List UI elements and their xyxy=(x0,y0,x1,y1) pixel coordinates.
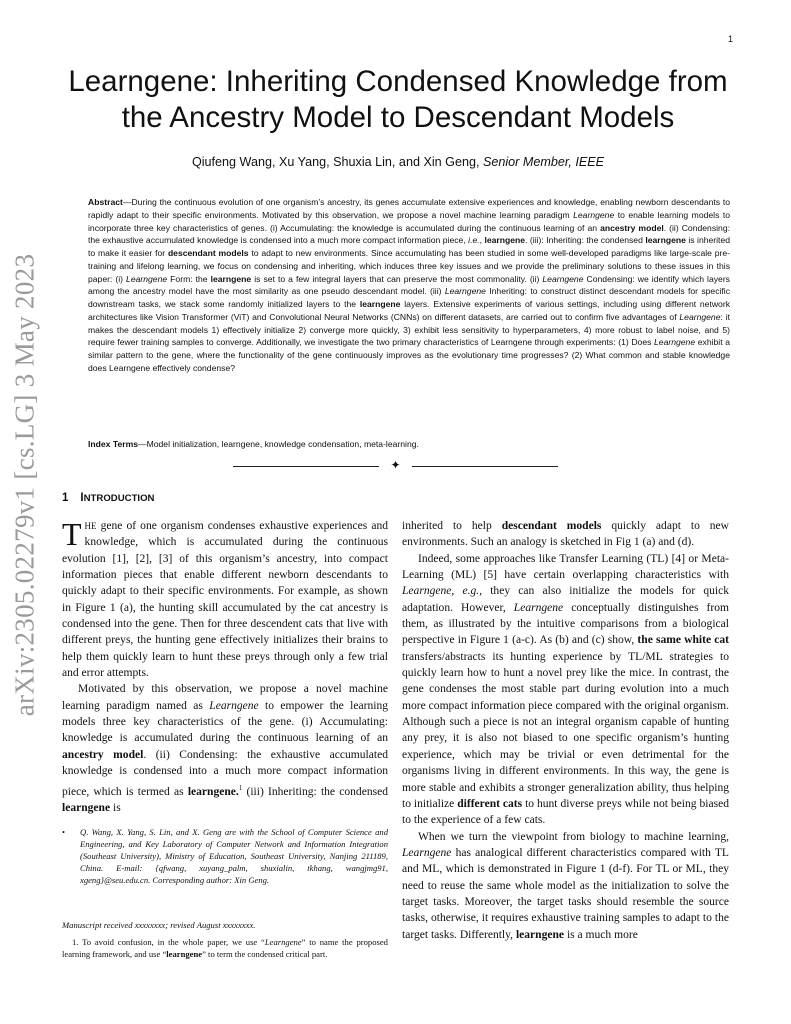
paragraph-text: to empower the learning models three key characteristics of the gene. (i) Accumulating: knowledge is accumulated during the continuous learning of an xyxy=(62,699,388,745)
arxiv-id: arXiv:2305.02279v1 [cs.LG] 3 May 2023 xyxy=(9,253,40,717)
paragraph-term: the same white cat xyxy=(637,634,729,647)
paragraph-term: learngene xyxy=(62,801,111,814)
abstract xyxy=(88,196,730,375)
paragraph-text: When we turn the viewpoint from biology to machine learning, xyxy=(418,830,729,843)
author-affiliation xyxy=(62,827,388,887)
footnote-marker[interactable]: 1 xyxy=(238,783,243,792)
paragraph-term: Learngene xyxy=(402,846,452,859)
abstract-text: Condensing: we identify which layers among the ancestry model have the most similarity as one pseudo descendant model. (iii) xyxy=(88,273,730,297)
paper-title: Learngene: Inheriting Condensed Knowledge from the Ancestry Model to Descendant Models xyxy=(68,65,728,134)
footnote-text: ” to term the condensed critical part. xyxy=(202,948,328,959)
paragraph-term: Learngene, e.g., xyxy=(402,585,483,598)
paragraph-text: has analogical different characteristics compared with TL and ML, which is demonstrated in Figure 1 (d-f). For TL or ML, they need to reuse the same whole model as the initialization to solve the target tasks. Moreover, the target tasks should resemble the source tasks, otherwise, it requires exhaustive training samples to adapt to the target tasks. Differently, xyxy=(402,846,729,941)
paragraph-text: conceptually distinguishes from them, as illustrated by the intuitive comparisons from a biological perspective in Figure 1 (a-c). As (b) and (c) show, xyxy=(402,601,729,647)
abstract-term: Learngene xyxy=(573,209,615,220)
paragraph xyxy=(402,551,729,829)
abstract-text: to adapt to new environments. Since accumulating has been studied in some well-developed paradigms like large-scale pre-training and lifelong learning, we focus on condensing and inheriting, which induces three key issues and we provide the preliminary solutions to these issues in this paper: (i) xyxy=(88,248,731,284)
abstract-text: is inherited to make it easier for xyxy=(88,235,730,258)
abstract-label: Abstract xyxy=(88,197,123,207)
abstract-text: Form: the xyxy=(167,273,211,284)
index-terms xyxy=(88,439,730,449)
abstract-text: to enable learning models to incorporate three key characteristics of genes. (i) Accumulating: the knowledge is accumulated during the continuous learning of an xyxy=(88,209,731,233)
paragraph-term: learngene. xyxy=(187,785,239,798)
abstract-text: layers. Extensive experiments of various settings, including using different network architectures like Vision Transformer (ViT) and Convolutional Neural Networks (CNNs) on different datasets, are carried out to confirm five advantages of xyxy=(88,299,730,322)
abstract-text: is set to a few integral layers that can preserve the most commonality. (ii) xyxy=(251,273,543,284)
footnote xyxy=(62,937,388,961)
footnote-text: To avoid confusion, in the whole paper, we use “ xyxy=(78,937,265,947)
paragraph xyxy=(402,829,729,943)
abstract-text: . (ii) Condensing: the exhaustive accumulated knowledge is condensed into a much more compact information piece, xyxy=(88,222,730,246)
right-column xyxy=(402,518,729,943)
manuscript-note: Manuscript received xxxxxxxx; revised August xxxxxxxx. xyxy=(62,920,256,930)
paragraph-text: is a much more xyxy=(564,928,638,941)
abstract-text: . (iii): Inheriting: the condensed xyxy=(525,235,646,246)
paragraph-term: Learngene xyxy=(513,601,564,614)
abstract-term: i.e. xyxy=(468,235,480,246)
paragraph-text: they can also initialize the models for quick adaptation. However, xyxy=(402,585,730,614)
page-number: 1 xyxy=(727,34,733,44)
paragraph-term: Learngene xyxy=(209,699,259,712)
abstract-term: Learngene xyxy=(654,337,696,348)
footnote-term: learngene xyxy=(166,948,203,959)
paragraph xyxy=(62,681,388,816)
abstract-term: ancestry model xyxy=(600,222,664,233)
abstract-term: learngene xyxy=(210,273,252,284)
section-divider xyxy=(233,460,558,472)
arxiv-watermark xyxy=(2,253,48,717)
paragraph-text: . (ii) Condensing: the exhaustive accumulated knowledge is condensed into a much more compact information piece, which is termed as xyxy=(62,748,388,798)
abstract-text: —During the continuous evolution of one organism’s ancestry, its genes accumulate extensive experiences and knowledge, enabling newborn descendants to rapidly adapt to their specific environments. Motivated by this observation, we propose a novel machine learning paradigm xyxy=(88,197,730,220)
footnote-number: 1. xyxy=(72,937,79,947)
section-heading xyxy=(62,492,155,504)
paragraph-text: transfers/abstracts its hunting experience by TL/ML strategies to quickly learn how to hunt a novel prey like the mice. In contrast, the gene condenses the most stable part during evolution into a much more compact information piece compared with the original organism. Although such a piece is not an integral organism capable of hunting any prey, it is also not biased to one specific organism’s hunting experience, which may be trivial or even detrimental for the organisms living in different environments. In this way, the gene is more stable and exhibits a stronger generalization ability, thus helping to initialize xyxy=(402,650,729,810)
footnote-text: ” to name the proposed learning framework, and use “ xyxy=(62,937,388,959)
paragraph xyxy=(402,518,729,551)
section-number: 1 xyxy=(62,492,69,504)
bullet-icon: • xyxy=(62,827,66,837)
paragraph-text: Motivated by this observation, we propose a novel machine learning paradigm named as xyxy=(62,683,388,712)
paragraph-text: gene of one organism condenses exhaustive experiences and knowledge, which is accumulated during the continuous evolution [1], [2], [3] of this organism’s ancestry, into compact information pieces that enable different newborn descendants to quickly adapt to their specific environments. For example, as shown in Figure 1 (a), the hunting skill accumulated by the cat ancestry is condensed into the gene. Then for three descendent cats that live with different preys, the hunting gene effectively initializes their brains to help them quickly learn to hunt these preys through only a few trial and error attempts. xyxy=(62,520,388,680)
footnote-term: Learngene xyxy=(264,937,302,947)
small-caps-word: HE xyxy=(84,521,97,531)
abstract-text: Inheriting: to construct distinct descendant models for specific downstream tasks, we stack some randomly initialized layers to the xyxy=(88,286,730,309)
abstract-term: descendant models xyxy=(167,248,249,258)
divider-star-icon: ✦ xyxy=(390,458,401,472)
section-title-initial: I xyxy=(80,492,84,504)
abstract-term: learngene xyxy=(484,235,526,246)
left-column xyxy=(62,518,388,816)
paragraph-text: inherited to help xyxy=(402,520,502,532)
drop-cap: T xyxy=(62,516,82,552)
author-names: Qiufeng Wang, Xu Yang, Shuxia Lin, and Xin Geng, xyxy=(191,155,480,169)
paragraph-term: ancestry model xyxy=(62,748,144,761)
paragraph-term: descendant models xyxy=(501,520,602,532)
section-title-rest: NTRODUCTION xyxy=(83,493,155,504)
abstract-term: Learngene xyxy=(126,273,168,284)
affiliation-text: Q. Wang, X. Yang, S. Lin, and X. Geng are with the School of Computer Science and Engineering, and Key Laboratory of Computer Network and Information Integration (Southeast University), Ministry of Education, Southeast University, Nanjing 211189, China. E-mail: {qfwang, xuyang_palm, shuxialin, tkhang, wangjmg91, xgeng}@seu.edu.cn. Corresponding author: Xin Geng. xyxy=(80,827,388,885)
paragraph-text: (iii) Inheriting: the condensed xyxy=(242,785,388,798)
abstract-term: Learngene xyxy=(444,286,486,297)
paragraph-text: is xyxy=(110,801,121,814)
author-list xyxy=(58,155,738,169)
paragraph-term: learngene xyxy=(515,928,565,941)
abstract-text: , xyxy=(479,235,485,246)
abstract-term: learngene xyxy=(359,299,401,309)
paragraph-text: quickly adapt to new environments. Such an analogy is sketched in Fig 1 (a) and (d). xyxy=(402,520,730,549)
divider-line-right xyxy=(412,466,558,467)
abstract-term: Learngene xyxy=(679,311,721,322)
abstract-text: : it makes the descendant models 1) effectively initialize 2) converge more quickly, 3) exhibit less sensitivity to hyperparameters, 4) more robust to label noise, and 5) require fewer training samples to converge. Additionally, we investigate the two primary characteristics of Learngene through experiments: (1) Does xyxy=(88,311,730,348)
paragraph xyxy=(62,518,388,681)
abstract-term: Learngene xyxy=(542,273,584,284)
index-terms-label: Index Terms xyxy=(88,439,138,449)
paragraph-term: different cats xyxy=(457,797,523,810)
paragraph-text: to hunt diverse preys while not being biased to the experience of a few cats. xyxy=(402,797,729,827)
abstract-text: exhibit a similar pattern to the gene, where the functionality of the gene continuously improves as the evolutionary time progresses? (2) What common and stable knowledge does Learngene effectively condense? xyxy=(88,337,730,373)
abstract-term: learngene xyxy=(645,235,686,246)
paragraph-text: Indeed, some approaches like Transfer Learning (TL) [4] or Meta-Learning (ML) [5] have certain overlapping characteristics with xyxy=(402,552,729,582)
author-role: Senior Member, IEEE xyxy=(482,155,605,169)
index-terms-text: —Model initialization, learngene, knowledge condensation, meta-learning. xyxy=(138,439,419,449)
divider-line-left xyxy=(233,466,379,467)
